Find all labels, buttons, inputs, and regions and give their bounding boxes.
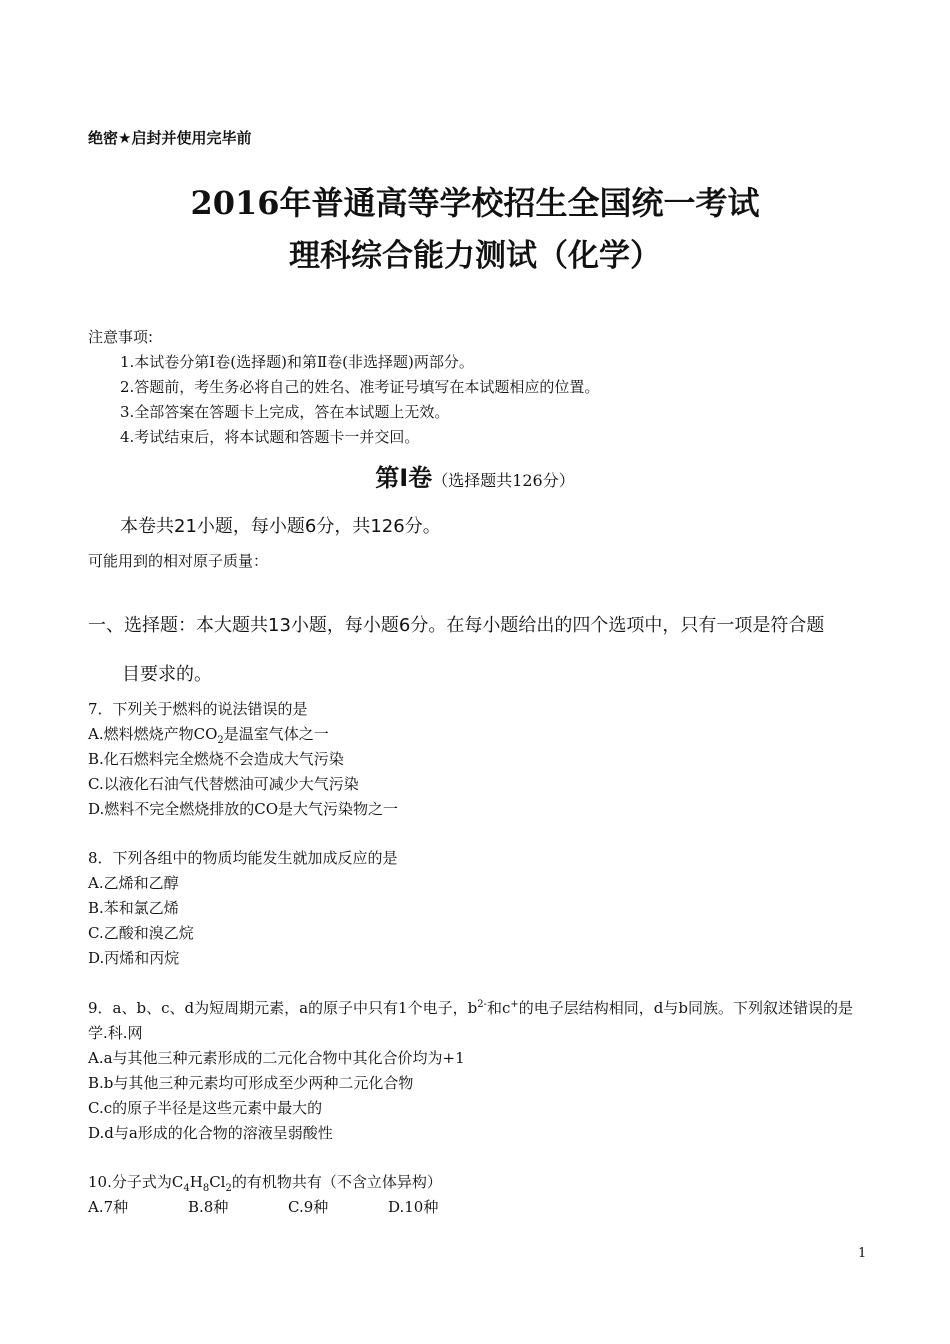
option-d: D.10种 <box>388 1198 439 1216</box>
notes-item: 2.答题前，考生务必将自己的姓名、准考证号填写在本试题相应的位置。 <box>120 378 600 396</box>
option-d: D.d与a形成的化合物的溶液呈弱酸性 <box>88 1124 333 1142</box>
volume-description: 本卷共21小题，每小题6分，共126分。 <box>120 516 441 537</box>
confidential-label: 绝密★启封并使用完毕前 <box>88 129 252 147</box>
question-7 <box>88 697 868 822</box>
question-stem: 9．a、b、c、d为短周期元素，a的原子中只有1个电子，$b^{2-}$和c+的电子层结构相同，d与b同族。下列叙述错误的是学.科.网 <box>88 999 853 1042</box>
notes-item: 1.本试卷分第Ⅰ卷(选择题)和第Ⅱ卷(非选择题)两部分。 <box>120 353 474 371</box>
question-8 <box>88 846 868 971</box>
section-heading-cont: 目要求的。 <box>122 664 212 685</box>
options-row <box>88 1195 868 1220</box>
option-a: A.7种 <box>88 1198 129 1216</box>
volume-subtitle: （选择题共126分） <box>432 471 575 490</box>
question-stem: 10.分子式为$C_4H_8Cl_2$的有机物共有（不含立体异构） <box>88 1173 442 1194</box>
notes-heading: 注意事项: <box>88 328 154 346</box>
option-c: C.乙酸和溴乙烷 <box>88 924 194 942</box>
option-d: D.丙烯和丙烷 <box>88 949 180 967</box>
option-c: C.9种 <box>288 1198 329 1216</box>
option-b: B.b与其他三种元素均可形成至少两种二元化合物 <box>88 1074 414 1092</box>
volume-heading <box>0 458 950 493</box>
option-b: B.苯和氯乙烯 <box>88 899 179 917</box>
option-c: C.以液化石油气代替燃油可减少大气污染 <box>88 775 359 793</box>
exam-subtitle: 理科综合能力测试（化学） <box>289 238 661 274</box>
option-a: A.燃料燃烧产物$CO_2$是温室气体之一 <box>88 725 329 746</box>
question-stem: 8．下列各组中的物质均能发生就加成反应的是 <box>88 849 398 867</box>
volume-title: 第Ⅰ卷 <box>375 464 433 492</box>
option-b: B.化石燃料完全燃烧不会造成大气污染 <box>88 750 344 768</box>
option-a: A.乙烯和乙醇 <box>88 874 179 892</box>
notes-list <box>120 350 599 450</box>
question-stem: 7．下列关于燃料的说法错误的是 <box>88 700 308 718</box>
option-c: C.c的原子半径是这些元素中最大的 <box>88 1099 323 1117</box>
atomic-mass-note: 可能用到的相对原子质量： <box>88 552 269 570</box>
question-10 <box>88 1170 868 1220</box>
notes-item: 3.全部答案在答题卡上完成，答在本试题上无效。 <box>120 403 450 421</box>
section-heading: 一、选择题：本大题共13小题，每小题6分。在每小题给出的四个选项中，只有一项是符合题 <box>88 615 825 636</box>
exam-title: 2016年普通高等学校招生全国统一考试 <box>190 184 760 222</box>
page-number: 1 <box>858 1246 867 1261</box>
option-b: B.8种 <box>188 1198 229 1216</box>
question-9 <box>88 996 868 1146</box>
option-d: D.燃料不完全燃烧排放的CO是大气污染物之一 <box>88 800 399 818</box>
notes-item: 4.考试结束后，将本试题和答题卡一并交回。 <box>120 428 420 446</box>
option-a: A.a与其他三种元素形成的二元化合物中其化合价均为+1 <box>88 1049 465 1067</box>
